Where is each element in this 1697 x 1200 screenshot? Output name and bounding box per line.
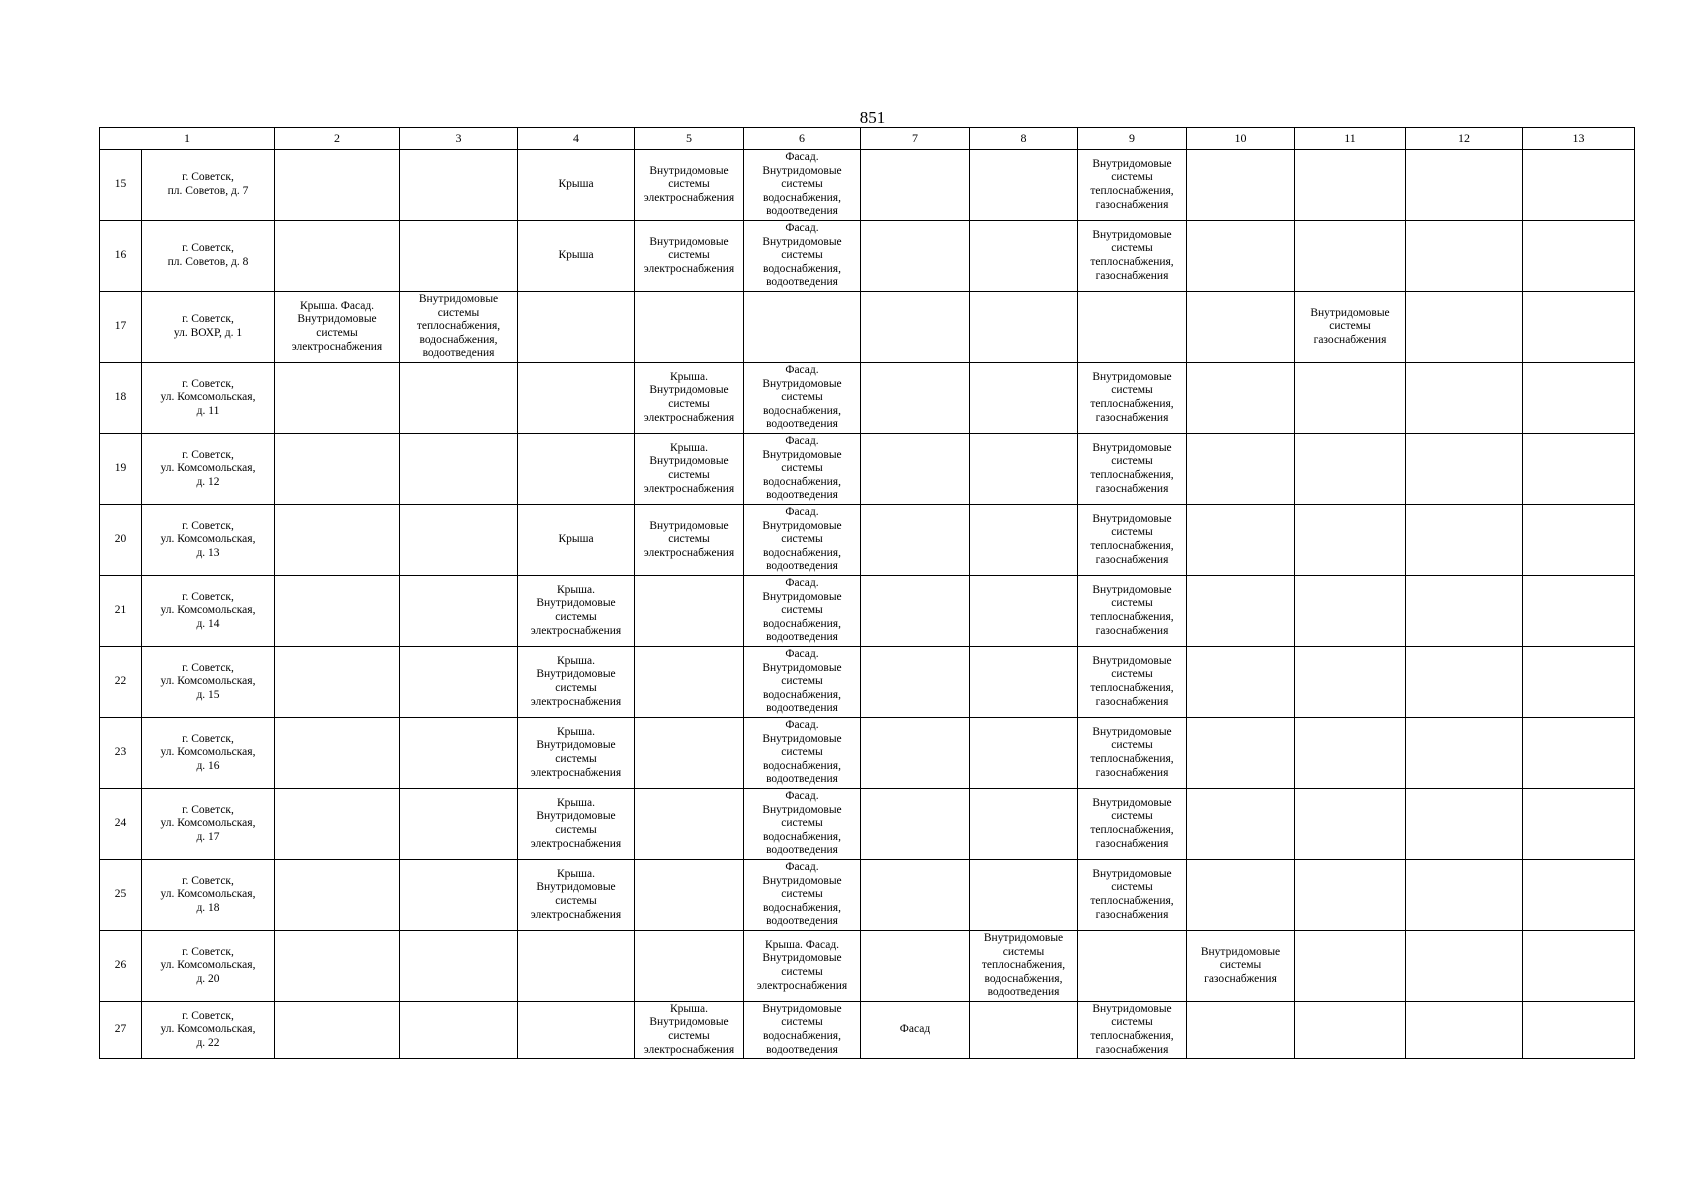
work-cell: Внутридомовые системы теплоснабжения, газоснабжения	[1078, 505, 1187, 576]
row-number: 16	[100, 221, 142, 292]
work-cell	[1295, 505, 1406, 576]
work-cell	[1187, 789, 1295, 860]
work-cell	[400, 505, 518, 576]
work-cell: Внутридомовые системы теплоснабжения, газоснабжения	[1078, 221, 1187, 292]
work-cell	[400, 1002, 518, 1059]
work-cell: Крыша. Фасад. Внутридомовые системы электроснабжения	[275, 292, 400, 363]
row-number: 25	[100, 860, 142, 931]
work-cell	[400, 150, 518, 221]
work-cell	[400, 718, 518, 789]
work-cell	[861, 150, 970, 221]
table-row	[100, 576, 1635, 647]
work-cell	[1295, 1002, 1406, 1059]
work-cell	[1295, 434, 1406, 505]
work-cell	[275, 718, 400, 789]
work-cell	[1406, 363, 1523, 434]
work-cell: Внутридомовые системы теплоснабжения, газоснабжения	[1078, 150, 1187, 221]
table-row	[100, 931, 1635, 1002]
table-row	[100, 1002, 1635, 1059]
work-cell: Крыша. Внутридомовые системы электроснабжения	[635, 434, 744, 505]
row-number: 21	[100, 576, 142, 647]
address-cell: г. Советск, ул. Комсомольская, д. 17	[142, 789, 275, 860]
work-cell	[635, 576, 744, 647]
work-cell	[1295, 150, 1406, 221]
work-cell	[1187, 150, 1295, 221]
work-cell	[1187, 576, 1295, 647]
work-cell	[1406, 647, 1523, 718]
work-cell	[861, 221, 970, 292]
address-cell: г. Советск, ул. Комсомольская, д. 20	[142, 931, 275, 1002]
work-cell	[275, 363, 400, 434]
work-cell: Внутридомовые системы теплоснабжения, газоснабжения	[1078, 789, 1187, 860]
work-cell	[970, 363, 1078, 434]
column-header: 7	[861, 128, 970, 150]
table-row	[100, 363, 1635, 434]
work-cell	[970, 150, 1078, 221]
work-cell	[1295, 860, 1406, 931]
column-header: 10	[1187, 128, 1295, 150]
work-cell: Крыша	[518, 221, 635, 292]
work-cell: Внутридомовые системы теплоснабжения, газоснабжения	[1078, 1002, 1187, 1059]
table-row	[100, 860, 1635, 931]
work-cell	[970, 1002, 1078, 1059]
work-cell: Крыша	[518, 150, 635, 221]
work-cell	[1523, 931, 1635, 1002]
work-cell: Крыша. Внутридомовые системы электроснабжения	[518, 860, 635, 931]
address-cell: г. Советск, ул. Комсомольская, д. 13	[142, 505, 275, 576]
work-cell	[1523, 363, 1635, 434]
work-cell	[861, 505, 970, 576]
work-cell	[400, 221, 518, 292]
work-cell	[970, 292, 1078, 363]
work-cell	[861, 718, 970, 789]
work-cell	[1523, 789, 1635, 860]
work-cell	[1406, 789, 1523, 860]
table-body	[100, 150, 1635, 1059]
work-cell	[1187, 718, 1295, 789]
work-cell: Фасад. Внутридомовые системы водоснабжения, водоотведения	[744, 718, 861, 789]
work-cell: Крыша. Внутридомовые системы электроснабжения	[518, 718, 635, 789]
column-header: 13	[1523, 128, 1635, 150]
work-cell	[1406, 434, 1523, 505]
page-number: 851	[859, 108, 886, 127]
work-cell: Внутридомовые системы электроснабжения	[635, 221, 744, 292]
work-cell	[400, 363, 518, 434]
work-cell: Фасад. Внутридомовые системы водоснабжения, водоотведения	[744, 150, 861, 221]
work-cell	[744, 292, 861, 363]
work-cell	[1406, 860, 1523, 931]
work-cell	[1295, 576, 1406, 647]
table-row	[100, 505, 1635, 576]
address-cell: г. Советск, ул. Комсомольская, д. 15	[142, 647, 275, 718]
work-cell	[970, 576, 1078, 647]
work-cell	[275, 576, 400, 647]
work-cell: Внутридомовые системы теплоснабжения, газоснабжения	[1078, 434, 1187, 505]
work-cell: Крыша. Внутридомовые системы электроснабжения	[518, 576, 635, 647]
work-cell	[400, 931, 518, 1002]
column-header: 5	[635, 128, 744, 150]
work-cell: Фасад. Внутридомовые системы водоснабжения, водоотведения	[744, 434, 861, 505]
row-number: 23	[100, 718, 142, 789]
work-cell	[861, 576, 970, 647]
row-number: 19	[100, 434, 142, 505]
work-cell	[970, 647, 1078, 718]
work-cell: Фасад	[861, 1002, 970, 1059]
work-cell: Фасад. Внутридомовые системы водоснабжения, водоотведения	[744, 789, 861, 860]
work-cell: Внутридомовые системы газоснабжения	[1295, 292, 1406, 363]
work-cell	[1187, 363, 1295, 434]
work-cell	[400, 647, 518, 718]
work-cell	[861, 860, 970, 931]
work-cell	[1523, 292, 1635, 363]
work-cell	[1523, 647, 1635, 718]
table-row	[100, 718, 1635, 789]
work-cell	[861, 647, 970, 718]
row-number: 18	[100, 363, 142, 434]
work-cell	[1406, 1002, 1523, 1059]
work-cell: Крыша. Фасад. Внутридомовые системы электроснабжения	[744, 931, 861, 1002]
work-cell: Внутридомовые системы теплоснабжения, газоснабжения	[1078, 576, 1187, 647]
work-cell	[970, 505, 1078, 576]
work-cell: Внутридомовые системы водоснабжения, водоотведения	[744, 1002, 861, 1059]
work-cell	[275, 789, 400, 860]
work-cell	[275, 150, 400, 221]
table-row	[100, 150, 1635, 221]
address-cell: г. Советск, ул. ВОХР, д. 1	[142, 292, 275, 363]
work-cell	[275, 505, 400, 576]
work-cell	[1523, 576, 1635, 647]
work-cell	[635, 931, 744, 1002]
row-number: 17	[100, 292, 142, 363]
row-number: 22	[100, 647, 142, 718]
work-cell	[1406, 505, 1523, 576]
address-cell: г. Советск, ул. Комсомольская, д. 11	[142, 363, 275, 434]
work-cell	[635, 789, 744, 860]
work-cell	[635, 718, 744, 789]
table-row	[100, 647, 1635, 718]
work-cell	[1187, 292, 1295, 363]
work-cell	[1406, 931, 1523, 1002]
address-cell: г. Советск, ул. Комсомольская, д. 18	[142, 860, 275, 931]
work-cell	[1406, 292, 1523, 363]
work-cell	[275, 860, 400, 931]
work-cell	[970, 789, 1078, 860]
work-cell	[635, 292, 744, 363]
address-cell: г. Советск, ул. Комсомольская, д. 14	[142, 576, 275, 647]
work-cell: Фасад. Внутридомовые системы водоснабжения, водоотведения	[744, 363, 861, 434]
work-cell: Внутридомовые системы электроснабжения	[635, 150, 744, 221]
work-cell: Фасад. Внутридомовые системы водоснабжения, водоотведения	[744, 860, 861, 931]
work-cell	[1078, 931, 1187, 1002]
work-cell	[1295, 647, 1406, 718]
work-cell	[635, 860, 744, 931]
work-cell	[1295, 221, 1406, 292]
work-cell: Внутридомовые системы теплоснабжения, газоснабжения	[1078, 363, 1187, 434]
work-cell	[400, 789, 518, 860]
work-cell	[400, 434, 518, 505]
work-cell: Фасад. Внутридомовые системы водоснабжения, водоотведения	[744, 576, 861, 647]
row-number: 26	[100, 931, 142, 1002]
work-cell	[635, 647, 744, 718]
work-cell	[861, 363, 970, 434]
row-number: 15	[100, 150, 142, 221]
table-row	[100, 292, 1635, 363]
work-cell	[861, 789, 970, 860]
work-cell: Крыша. Внутридомовые системы электроснабжения	[635, 363, 744, 434]
work-cell	[518, 292, 635, 363]
table-row	[100, 789, 1635, 860]
address-cell: г. Советск, пл. Советов, д. 7	[142, 150, 275, 221]
row-number: 24	[100, 789, 142, 860]
work-cell	[1523, 505, 1635, 576]
work-cell: Фасад. Внутридомовые системы водоснабжения, водоотведения	[744, 221, 861, 292]
work-cell: Внутридомовые системы теплоснабжения, водоснабжения, водоотведения	[400, 292, 518, 363]
work-cell	[970, 718, 1078, 789]
column-header: 6	[744, 128, 861, 150]
work-cell	[1523, 221, 1635, 292]
work-cell	[1187, 647, 1295, 718]
work-cell	[275, 221, 400, 292]
column-header: 8	[970, 128, 1078, 150]
work-cell	[1406, 221, 1523, 292]
work-cell	[275, 931, 400, 1002]
work-cell: Крыша. Внутридомовые системы электроснабжения	[635, 1002, 744, 1059]
address-cell: г. Советск, ул. Комсомольская, д. 12	[142, 434, 275, 505]
column-header: 1	[100, 128, 275, 150]
work-cell: Фасад. Внутридомовые системы водоснабжения, водоотведения	[744, 647, 861, 718]
address-cell: г. Советск, пл. Советов, д. 8	[142, 221, 275, 292]
work-cell	[861, 434, 970, 505]
column-header: 3	[400, 128, 518, 150]
column-number-row	[100, 128, 1635, 150]
work-cell	[1187, 860, 1295, 931]
work-cell	[518, 363, 635, 434]
column-header: 4	[518, 128, 635, 150]
work-cell	[1295, 931, 1406, 1002]
address-cell: г. Советск, ул. Комсомольская, д. 16	[142, 718, 275, 789]
work-cell	[275, 1002, 400, 1059]
work-cell	[1295, 363, 1406, 434]
work-cell	[275, 434, 400, 505]
work-cell	[1523, 860, 1635, 931]
work-cell: Крыша. Внутридомовые системы электроснабжения	[518, 647, 635, 718]
work-cell	[1523, 434, 1635, 505]
work-cell: Внутридомовые системы теплоснабжения, газоснабжения	[1078, 718, 1187, 789]
work-cell: Крыша	[518, 505, 635, 576]
work-cell: Внутридомовые системы электроснабжения	[635, 505, 744, 576]
work-cell	[275, 647, 400, 718]
row-number: 27	[100, 1002, 142, 1059]
work-cell	[1406, 576, 1523, 647]
work-cell: Внутридомовые системы теплоснабжения, газоснабжения	[1078, 647, 1187, 718]
work-cell	[1187, 434, 1295, 505]
work-cell	[400, 576, 518, 647]
work-cell	[861, 931, 970, 1002]
work-cell	[518, 1002, 635, 1059]
column-header: 12	[1406, 128, 1523, 150]
work-cell	[1523, 150, 1635, 221]
work-cell: Внутридомовые системы теплоснабжения, газоснабжения	[1078, 860, 1187, 931]
work-cell	[1187, 1002, 1295, 1059]
table-row	[100, 434, 1635, 505]
work-cell	[861, 292, 970, 363]
row-number: 20	[100, 505, 142, 576]
work-cell	[1295, 718, 1406, 789]
work-cell	[1406, 718, 1523, 789]
work-cell	[970, 860, 1078, 931]
work-cell: Фасад. Внутридомовые системы водоснабжения, водоотведения	[744, 505, 861, 576]
column-header: 11	[1295, 128, 1406, 150]
work-cell	[518, 931, 635, 1002]
work-cell	[400, 860, 518, 931]
work-cell	[1406, 150, 1523, 221]
column-header: 9	[1078, 128, 1187, 150]
work-cell: Внутридомовые системы газоснабжения	[1187, 931, 1295, 1002]
work-cell	[1523, 718, 1635, 789]
address-cell: г. Советск, ул. Комсомольская, д. 22	[142, 1002, 275, 1059]
table-row	[100, 221, 1635, 292]
work-cell	[1523, 1002, 1635, 1059]
column-header: 2	[275, 128, 400, 150]
work-cell	[970, 221, 1078, 292]
work-cell	[1078, 292, 1187, 363]
work-cell	[518, 434, 635, 505]
work-cell: Крыша. Внутридомовые системы электроснабжения	[518, 789, 635, 860]
work-cell	[970, 434, 1078, 505]
work-cell	[1295, 789, 1406, 860]
work-cell	[1187, 505, 1295, 576]
repair-schedule-table	[99, 127, 1635, 1059]
work-cell: Внутридомовые системы теплоснабжения, водоснабжения, водоотведения	[970, 931, 1078, 1002]
work-cell	[1187, 221, 1295, 292]
